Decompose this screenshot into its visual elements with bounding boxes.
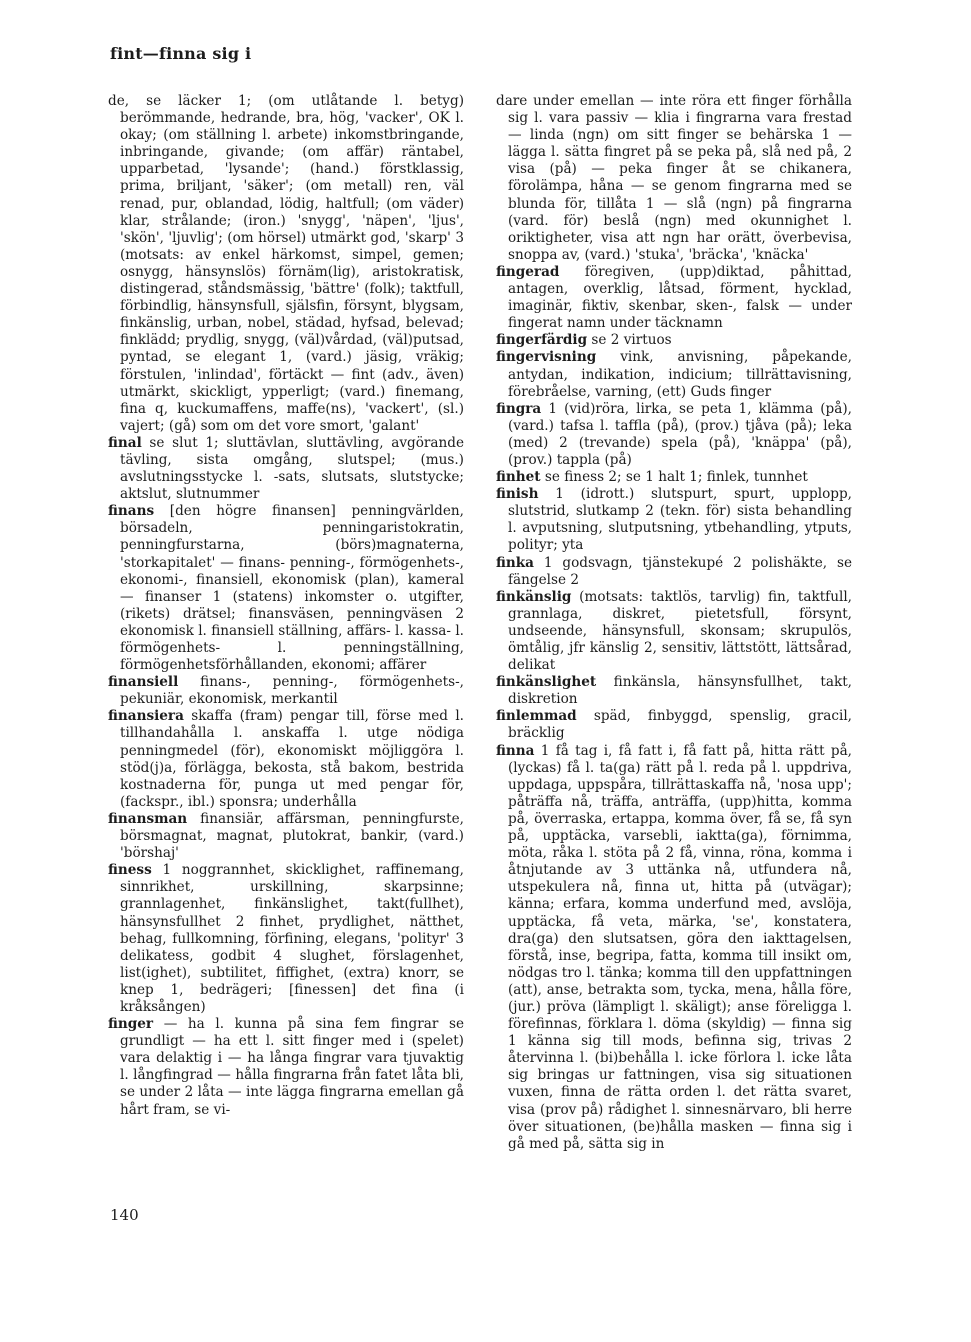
entry-final: final se slut 1; sluttävlan, sluttävling, avgörande tävling, sista omgång, slutspel; (mus.) avslutningsstycke l. -sats, slutsats, slutstycke; aktslut, slutnummer (108, 434, 464, 503)
entry-finess: finess 1 noggrannhet, skicklighet, raffinemang, sinnrikhet, urskillning, skarpsinne; grannlagenhet, finkänslighet, takt(fullhet), hänsynsfullhet 2 finhet, prydlighet, nätthet, behag, fullkomning, förfining, elegans, 'polityr' 3 delikatess, godbit 4 slughet, förslagenhet, list(ighet), subtilitet, fiffighet, (extra) knorr, se knep 1, bedrägeri; [finessen] det fina (i kråksången) (108, 862, 464, 1015)
left-column (108, 93, 464, 1119)
entry-finish: finish 1 (idrott.) slutspurt, spurt, upplopp, slutstrid, slutkamp 2 (tekn. för) sista behandling l. avputsning, slutputsning, ytbehandling, ytputs, polityr; yta (496, 486, 852, 554)
entry-finger: finger — ha l. kunna på sina fem fingrar se grundligt — ha ett l. sitt finger med i (spelet) vara delaktig i — ha långa fingrar vara tjuvaktig l. långfingrad — hålla fingrarna från fatet låta bli, se under 2 låta — inte lägga fingrarna emellan gå hårt fram, se vi- (108, 1016, 464, 1118)
entry-fingerad: fingerad föregiven, (upp)diktad, påhittad, antagen, overklig, låtsad, förment, hycklad, imaginär, fiktiv, skenbar, sken-, falsk — under fingerat namn under täcknamn (496, 263, 852, 332)
entry-finkanslig: finkänslig (motsats: taktlös, tarvlig) fin, taktfull, grannlaga, diskret, pietetsfull, försynt, undseende, hänsynsfull, skonsam; skrupulös, ömtålig, jfr känslig 2, sensitiv, lättstött, lättsårad, delikat (496, 588, 852, 674)
entry-finans: finans [den högre finansen] penningvärlden, börsadeln, penningaristokratin, penningfurstarna, (börs)magnaterna, 'storkapitalet' — finans- penning-, förmögenhets-, ekonomi-, finansiell, ekonomisk (plan), kameral — finanser 1 (statens) inkomster o. utgifter, (rikets) drätsel; finansväsen, penningväsen 2 ekonomisk l. finansiell ställning, affärs- l. kassa- l. förmögenhets- l. penningställning, förmögenhetsförhållanden, ekonomi; affärer (108, 503, 464, 674)
entry-finna: finna 1 få tag i, få fatt i, få fatt på, hitta rätt på, (lyckas) få l. ta(ga) rätt på l. reda på l. uppdriva, uppdaga, uppspåra, tillrättaskaffa nå, 'nosa upp'; påträffa nå, träffa, anträffa, (upp)hitta, komma på, överraska, ertappa, komma över, få se, få syn på, upptäcka, varsebli, iaktta(ga), förnimma, möta, råka l. stöta på 2 få, vinna, röna, komma i åtnjutande av 3 uttänka nå, utfundera nå, utspekulera nå, finna ut, hitta på (utvägar); känna; erfara, komma underfund med, avslöja, upptäcka, få veta, märka, 'se', konstatera, dra(ga) den slutsatsen, göra den iakttagelsen, förstå, inse, begripa, fatta, komma till insikt om, nödgas tro l. tänka; komma till den uppfattningen (att), anse, betrakta som, tycka, mena, hålla före, (jur.) pröva (lämpligt l. skäligt); anse föreligga l. förefinnas, förklara l. döma (skyldig) — finna sig 1 känna sig till mods, befinna sig, trivas 2 återvinna l. (bi)behålla l. icke förlora l. icke låta sig bringas ur fattningen, visa sig situationen vuxen, finna de rätta orden l. det rätta svaret, visa (prov på) rådighet l. sinnesnärvaro, bli herre över situationen, (be)hålla masken — finna sig i gå med på, sätta sig in (496, 742, 852, 1152)
entry-finansiell: finansiell finans-, penning-, förmögenhets-, pekuniär, ekonomisk, merkantil (108, 674, 464, 708)
entry-finka: finka 1 godsvagn, tjänstekupé 2 polishäkte, se fängelse 2 (496, 554, 852, 588)
entry-finhet: finhet se finess 2; se 1 halt 1; finlek, tunnhet (496, 469, 808, 486)
entry-fin-continued: de, se läcker 1; (om utlåtande l. betyg) berömmande, hedrande, bra, hög, 'vacker', OK l. okay; (om ställning l. arbete) inkomstbringande, inbringande, givande; (om affär) räntabel, upparbetad, 'lysande'; (hand.) förstklassig, prima, briljant, 'säker'; (om metall) ren, väl renad, pur, oblandad, lödig, haltfull; (om väder) klar, strålande; (iron.) 'snygg', 'näpen', 'ljus', 'skön', 'ljuvlig'; (om hörsel) utmärkt god, 'skarp' 3 (motsats: av enkel härkomst, simpel, gemen; osnygg, hänsynslös) förnäm(lig), aristokratisk, distingerad, ståndsmässig, 'bättre' (folk); taktfull, förbindlig, hänsynsfull, själsfin, försynt, blygsam, finkänslig, urban, nobel, städad, hyfsad, belevad; finklädd; prydlig, snygg, (väl)vårdad, (väl)putsad, pyntad, se elegant 1, (vard.) jäsig, vräkig; förstulen, 'inlindad', förtäckt — fint (adv., även) utmärkt, skickligt, ypperligt; (vard.) finemang, fina q, kuckumaffens, maffe(ns), 'vackert', (sl.) vajert; (gå) som om det vore smort, 'galant' (108, 93, 464, 434)
entry-finlemmad: finlemmad späd, finbyggd, spenslig, gracil, bräcklig (496, 708, 852, 742)
entry-fingerfardig: fingerfärdig se 2 virtuos (496, 332, 672, 349)
entry-finansman: finansman finansiär, affärsman, penningfurste, börsmagnat, magnat, plutokrat, bankir, (vard.) 'börshaj' (108, 810, 464, 862)
entry-fingervisning: fingervisning vink, anvisning, påpekande, antydan, indikation, indicium; tillrättavisning, förebråelse, varning, (ett) Guds finger (496, 349, 852, 400)
right-column (496, 93, 852, 1153)
page-number: 140 (110, 1206, 139, 1224)
entry-finansiera: finansiera skaffa (fram) pengar till, förse med l. tillhandahålla l. anskaffa l. utge nödiga penningmedel (för), ekonomiskt möjliggöra l. stöd(j)a, förlägga, bekosta, stå bakom, bestrida kostnaderna för, punga ut med pengar för, (fackspr., ibl.) sponsra; underhålla (108, 708, 464, 810)
running-head: fint—finna sig i (110, 44, 252, 63)
entry-finkanslighet: finkänslighet finkänsla, hänsynsfullhet, takt, diskretion (496, 674, 852, 708)
entry-finger-continued: dare under emellan — inte röra ett finger förhålla sig l. vara passiv — klia i fingrarna vara frestad — linda (ngn) om sitt finger se behärska 1 — lägga l. sätta fingret på se peka på, slå ned på, 2 visa (på) — peka finger åt se chikanera, förolämpa, håna — se genom fingrarna med se blunda för, tillåta 1 — slå (ngn) på fingrarna (vard. för) beslå (ngn) med okunnighet l. oriktigheter, visa att ngn har orätt, överbevisa, snoppa av, (vard.) 'stuka', 'bräcka', 'knäcka' (496, 93, 852, 263)
entry-fingra: fingra 1 (vid)röra, lirka, se peta 1, klämma (på), (vard.) tafsa l. taffla (på), (prov.) tjåva (på); leka (med) 2 (trevande) spela (på), 'knäppa' (på), (prov.) tappla (på) (496, 400, 852, 468)
